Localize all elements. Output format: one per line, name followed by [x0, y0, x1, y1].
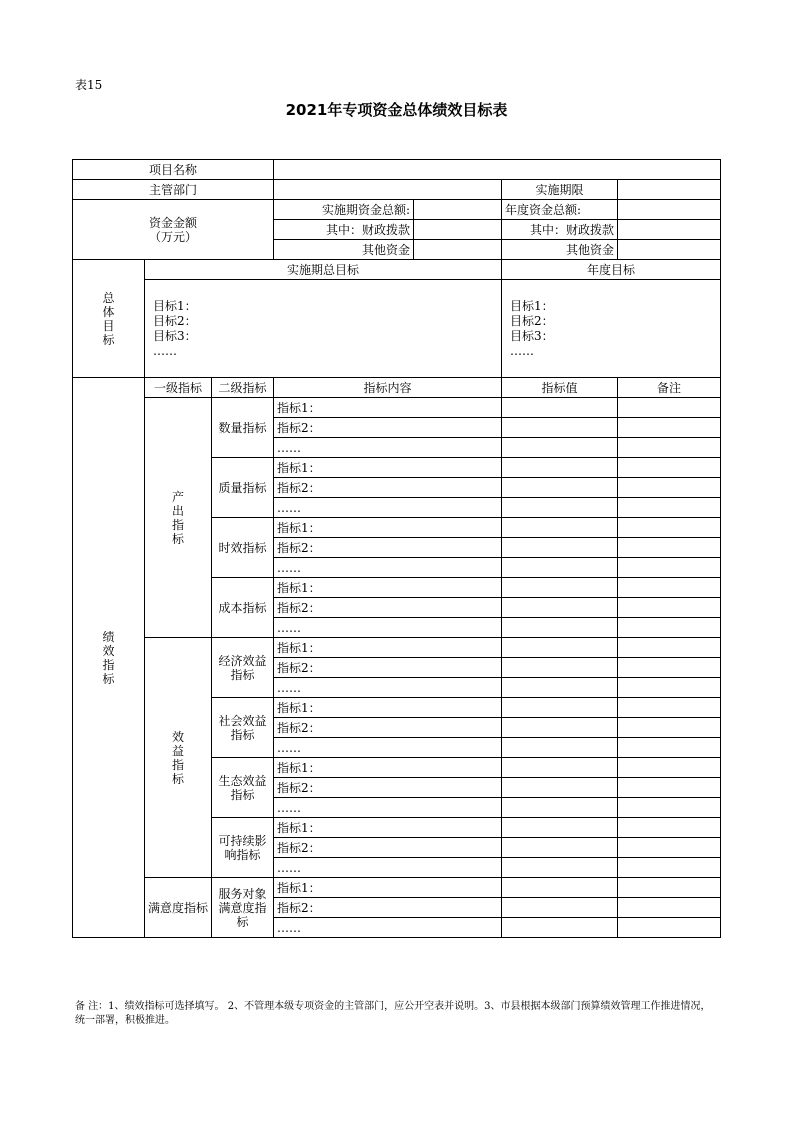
dept-value[interactable]: [274, 180, 502, 200]
remark-cell[interactable]: [618, 838, 721, 858]
service-item-more[interactable]: ……: [274, 918, 502, 938]
page-title: 2021年专项资金总体绩效目标表: [285, 101, 508, 119]
ecological-indicator-label: 生态效益指标: [212, 758, 274, 818]
indicator-value-cell[interactable]: [502, 858, 618, 878]
timeliness-item-1[interactable]: 指标1：: [274, 518, 502, 538]
indicator-value-cell[interactable]: [502, 498, 618, 518]
project-name-value[interactable]: [274, 160, 721, 180]
annual-fiscal-label: 其中：财政拨款: [502, 220, 618, 240]
indicator-value-cell[interactable]: [502, 918, 618, 938]
funds-label-line2: （万元）: [149, 229, 198, 244]
annual-funds-label: 年度资金总额:: [502, 200, 618, 220]
indicator-value-cell[interactable]: [502, 518, 618, 538]
period-fiscal-value[interactable]: [414, 220, 502, 240]
period-other-value[interactable]: [414, 240, 502, 260]
annual-goal-header: 年度目标: [502, 260, 721, 280]
remark-cell[interactable]: [618, 398, 721, 418]
cost-item-1[interactable]: 指标1：: [274, 578, 502, 598]
indicator-value-cell[interactable]: [502, 718, 618, 738]
remark-cell[interactable]: [618, 878, 721, 898]
indicator-value-cell[interactable]: [502, 618, 618, 638]
cost-indicator-label: 成本指标: [212, 578, 274, 638]
indicator-value-cell[interactable]: [502, 478, 618, 498]
social-item-more[interactable]: ……: [274, 738, 502, 758]
remark-cell[interactable]: [618, 538, 721, 558]
col-level2-header: 二级指标: [212, 378, 274, 398]
quality-item-more[interactable]: ……: [274, 498, 502, 518]
quality-indicator-label: 质量指标: [212, 458, 274, 518]
annual-other-value[interactable]: [618, 240, 721, 260]
indicator-value-cell[interactable]: [502, 658, 618, 678]
timeliness-item-2[interactable]: 指标2：: [274, 538, 502, 558]
remark-cell[interactable]: [618, 778, 721, 798]
col-content-header: 指标内容: [274, 378, 502, 398]
table-number: 表15: [75, 78, 103, 92]
period-label: 实施期限: [502, 180, 618, 200]
cost-item-2[interactable]: 指标2：: [274, 598, 502, 618]
funds-label: [73, 200, 274, 260]
total-period-funds-value[interactable]: [414, 200, 502, 220]
indicator-value-cell[interactable]: [502, 818, 618, 838]
remark-cell[interactable]: [618, 518, 721, 538]
overall-goal-label: 总体目标: [73, 260, 145, 378]
annual-other-label: 其他资金: [502, 240, 618, 260]
indicator-value-cell[interactable]: [502, 458, 618, 478]
quantity-indicator-label: 数量指标: [212, 398, 274, 458]
indicator-value-cell[interactable]: [502, 798, 618, 818]
footer-note: 备 注：1、绩效指标可选择填写。 2、不管理本级专项资金的主管部门，应公开空表并说明。3、市县根据本级部门预算绩效管理工作推进情况，统一部署，积极推进。: [75, 1001, 711, 1026]
annual-goal-more: ……: [510, 343, 535, 358]
indicator-value-cell[interactable]: [502, 418, 618, 438]
period-goal-3: 目标3：: [153, 328, 197, 343]
sustainable-item-2[interactable]: 指标2：: [274, 838, 502, 858]
remark-cell[interactable]: [618, 898, 721, 918]
annual-goal-3: 目标3：: [510, 328, 554, 343]
indicator-value-cell[interactable]: [502, 898, 618, 918]
service-item-2[interactable]: 指标2：: [274, 898, 502, 918]
benefit-indicator-label: 效益指标: [145, 638, 212, 878]
sustainable-item-1[interactable]: 指标1：: [274, 818, 502, 838]
annual-goal-2: 目标2：: [510, 313, 554, 328]
performance-goal-table: [72, 159, 721, 938]
remark-cell[interactable]: [618, 858, 721, 878]
service-item-1[interactable]: 指标1：: [274, 878, 502, 898]
social-indicator-label: 社会效益指标: [212, 698, 274, 758]
indicator-value-cell[interactable]: [502, 638, 618, 658]
indicator-value-cell[interactable]: [502, 678, 618, 698]
indicator-value-cell[interactable]: [502, 398, 618, 418]
timeliness-indicator-label: 时效指标: [212, 518, 274, 578]
funds-label-line1: 资金金额: [149, 215, 198, 230]
indicator-value-cell[interactable]: [502, 558, 618, 578]
social-item-1[interactable]: 指标1：: [274, 698, 502, 718]
remark-cell[interactable]: [618, 598, 721, 618]
indicator-value-cell[interactable]: [502, 758, 618, 778]
remark-cell[interactable]: [618, 418, 721, 438]
period-goal-content[interactable]: [145, 280, 502, 378]
service-satisfaction-label: 服务对象满意度指标: [212, 878, 274, 938]
remark-cell[interactable]: [618, 458, 721, 478]
social-item-2[interactable]: 指标2：: [274, 718, 502, 738]
quality-item-2[interactable]: 指标2：: [274, 478, 502, 498]
economic-indicator-label: 经济效益指标: [212, 638, 274, 698]
indicator-value-cell[interactable]: [502, 578, 618, 598]
remark-cell[interactable]: [618, 498, 721, 518]
economic-item-2[interactable]: 指标2：: [274, 658, 502, 678]
remark-cell[interactable]: [618, 638, 721, 658]
remark-cell[interactable]: [618, 678, 721, 698]
ecological-item-more[interactable]: ……: [274, 798, 502, 818]
ecological-item-2[interactable]: 指标2：: [274, 778, 502, 798]
ecological-item-1[interactable]: 指标1：: [274, 758, 502, 778]
sustainable-indicator-label: 可持续影响指标: [212, 818, 274, 878]
remark-cell[interactable]: [618, 718, 721, 738]
period-other-label: 其他资金: [274, 240, 414, 260]
indicator-value-cell[interactable]: [502, 538, 618, 558]
period-fiscal-label: 其中：财政拨款: [274, 220, 414, 240]
quantity-item-1[interactable]: 指标1：: [274, 398, 502, 418]
indicator-value-cell[interactable]: [502, 838, 618, 858]
output-indicator-label: 产出指标: [145, 398, 212, 638]
indicator-value-cell[interactable]: [502, 438, 618, 458]
remark-cell[interactable]: [618, 738, 721, 758]
economic-item-1[interactable]: 指标1：: [274, 638, 502, 658]
economic-item-more[interactable]: ……: [274, 678, 502, 698]
remark-cell[interactable]: [618, 438, 721, 458]
indicator-value-cell[interactable]: [502, 778, 618, 798]
project-name-label: 项目名称: [73, 160, 274, 180]
performance-indicator-label: 绩效指标: [73, 378, 145, 938]
satisfaction-indicator-label: 满意度指标: [145, 878, 212, 938]
annual-goal-content[interactable]: [502, 280, 721, 378]
remark-cell[interactable]: [618, 658, 721, 678]
dept-label: 主管部门: [73, 180, 274, 200]
indicator-value-cell[interactable]: [502, 698, 618, 718]
total-period-funds-label: 实施期资金总额:: [274, 200, 414, 220]
remark-cell[interactable]: [618, 578, 721, 598]
col-value-header: 指标值: [502, 378, 618, 398]
period-goal-2: 目标2：: [153, 313, 197, 328]
quantity-item-2[interactable]: 指标2：: [274, 418, 502, 438]
col-remark-header: 备注: [618, 378, 721, 398]
remark-cell[interactable]: [618, 918, 721, 938]
annual-funds-value[interactable]: [618, 200, 721, 220]
period-goal-more: ……: [153, 343, 177, 358]
annual-fiscal-value[interactable]: [618, 220, 721, 240]
period-goal-1: 目标1：: [153, 298, 197, 313]
cost-item-more[interactable]: ……: [274, 618, 502, 638]
sustainable-item-more[interactable]: ……: [274, 858, 502, 878]
remark-cell[interactable]: [618, 558, 721, 578]
indicator-value-cell[interactable]: [502, 878, 618, 898]
period-value[interactable]: [618, 180, 721, 200]
period-goal-header: 实施期总目标: [145, 260, 502, 280]
quantity-item-more[interactable]: ……: [274, 438, 502, 458]
remark-cell[interactable]: [618, 698, 721, 718]
remark-cell[interactable]: [618, 818, 721, 838]
remark-cell[interactable]: [618, 798, 721, 818]
remark-cell[interactable]: [618, 478, 721, 498]
quality-item-1[interactable]: 指标1：: [274, 458, 502, 478]
col-level1-header: 一级指标: [145, 378, 212, 398]
annual-goal-1: 目标1：: [510, 298, 554, 313]
remark-cell[interactable]: [618, 758, 721, 778]
timeliness-item-more[interactable]: ……: [274, 558, 502, 578]
indicator-value-cell[interactable]: [502, 738, 618, 758]
remark-cell[interactable]: [618, 618, 721, 638]
indicator-value-cell[interactable]: [502, 598, 618, 618]
